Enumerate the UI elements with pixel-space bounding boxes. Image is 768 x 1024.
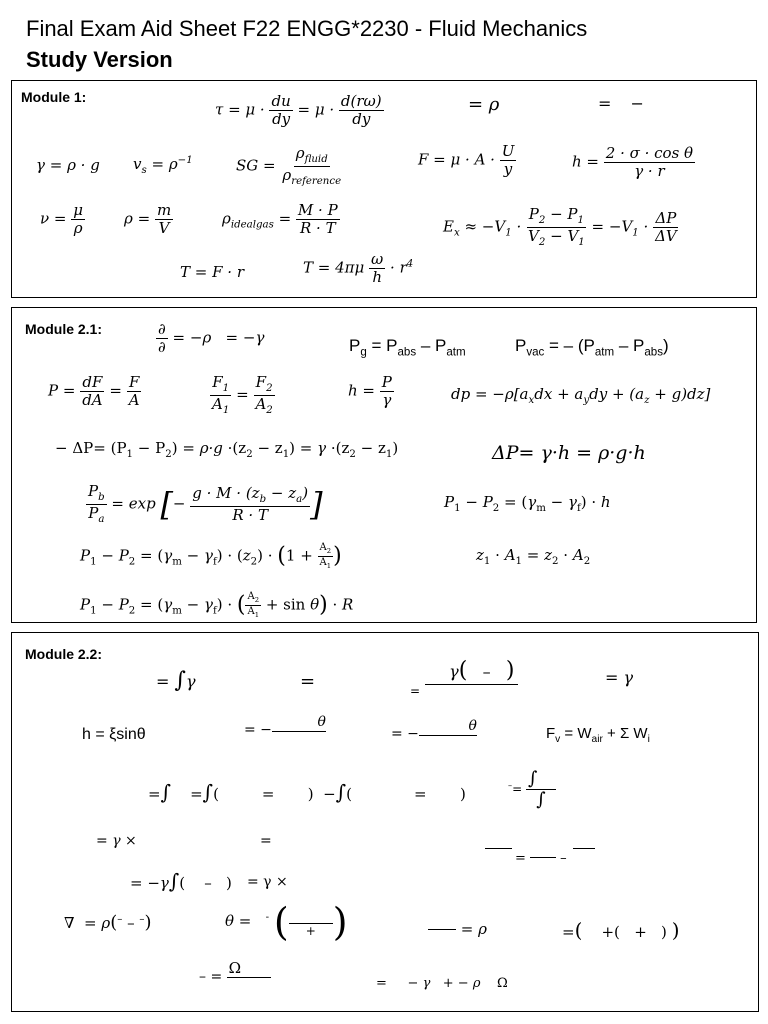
nabla-equation: ∇ = ρ(– – –) bbox=[64, 912, 152, 933]
paren-equation: =( +( + ) ) bbox=[562, 918, 680, 942]
fraction-bar-a bbox=[485, 848, 512, 849]
module-1-label: Module 1: bbox=[21, 89, 87, 105]
document-subtitle: Study Version bbox=[26, 47, 173, 72]
document-title: Final Exam Aid Sheet F22 ENGG*2230 - Fluid Mechanics bbox=[26, 16, 588, 41]
delta-p-chain-equation: − $\Delta P= (P_1 - P_2) = \rho\cdot g \cdot(z_2 - z_1) = \gamma \cdot(z_2 - z_1)$ bbox=[55, 439, 399, 460]
specific-volume-equation: $v_s = \rho^{-1}$ bbox=[133, 155, 193, 176]
omega-equation: – = Ω bbox=[199, 961, 271, 993]
kinematic-viscosity-equation: ν = $\frac{\mu}{\rho}$ bbox=[40, 201, 83, 237]
ratio-integral-equation: –= $\frac{\int}{\int}$ bbox=[508, 770, 556, 809]
manometer-area-equation: $P_1 - P_2 = (\gamma_m - \gamma_f) \cdot (z_2) \cdot (1$ + $\frac{A_2}{A_1}$ ) bbox=[80, 542, 342, 570]
torque-equation: T = F · r bbox=[180, 263, 244, 281]
vertical-force-equation: $F_v = W_{air} + \Sigma$ $W_i$ bbox=[546, 725, 650, 745]
barometric-equation: $\frac{P_b}{P_a}$ = exp [− $\frac{g \cdot M \cdot (z_b - z_a)}{R \cdot T}$ ] bbox=[88, 482, 323, 526]
centroid-equation-a: = − θ bbox=[244, 714, 326, 738]
eq-blank-a: = bbox=[300, 671, 316, 692]
gamma-fraction-equation: $_=$ γ( – ) bbox=[410, 660, 518, 697]
fraction-minus-equation: = – bbox=[515, 851, 567, 866]
manometer-simple-equation: $P_1 - P_2 = (\gamma_m - \gamma_f) \cdot h$ bbox=[444, 493, 611, 514]
viscous-force-equation: F = μ · A · $\frac{U}{y}$ bbox=[418, 142, 515, 178]
integrals-equation: =∫ =∫( = ) −∫( = ) bbox=[148, 780, 466, 804]
gamma-times-equation: = γ × bbox=[96, 833, 137, 849]
eq-rho-partial: = ρ bbox=[468, 94, 500, 115]
pressure-gradient-equation: dp = $-\rho[a_xdx + a_ydy + (a_z + g)dz]$ bbox=[451, 385, 711, 406]
capillary-rise-equation: h = $\frac{\text{2 · σ · cos θ}}{\gamma \cdot r}$ bbox=[572, 144, 694, 180]
bernoulli-rotating-equation: = − γ + − ρ Ω bbox=[376, 976, 508, 991]
gauge-pressure-equation: $P_g = P_{abs} - P_{atm}$ bbox=[349, 336, 466, 359]
pressure-head-equation: h = $\frac{P}{\gamma}$ bbox=[348, 373, 392, 409]
eq-dash-partial: = − bbox=[598, 94, 644, 113]
specific-weight-equation: γ = ρ · g bbox=[36, 156, 100, 174]
neg-gamma-integral-equation: = −γ∫( – ) bbox=[130, 869, 232, 893]
specific-gravity-equation: SG = $\frac{\rho_{fluid}}{\rho_{reference}}$ bbox=[236, 144, 342, 188]
bulk-modulus-equation: $E_x \approx -V_1$ · $\frac{P_2 - P_1}{V_2 - V_1}$ = $-V_1$ · $\frac{\Delta P}{\Delta V}$ bbox=[443, 205, 677, 249]
shear-stress-equation: τ = μ · $\frac{du}{dy}$ = μ · $\frac{d(r\omega)}{dy}$ bbox=[215, 92, 382, 128]
ideal-gas-density-equation: $\rho_{idealgas}$ = $\frac{M \cdot P}{R \cdot T}$ bbox=[222, 201, 338, 237]
density-equation: ρ = $\frac{m}{V}$ bbox=[124, 201, 172, 237]
module-2-1-label: Module 2.1: bbox=[25, 321, 103, 337]
hydraulic-press-equation: $\frac{F_1}{A_1}$ = $\frac{F_2}{A_2}$ bbox=[212, 373, 273, 417]
eq-gamma: = γ bbox=[605, 668, 634, 687]
module-2-2-box bbox=[11, 632, 759, 1012]
gamma-times-equation-b: = γ × bbox=[247, 874, 288, 890]
centroid-equation-b: = − θ bbox=[391, 718, 477, 742]
fraction-bar-b bbox=[573, 848, 595, 849]
vacuum-pressure-equation: $P_{vac}$ = – $(P_{atm} - P_{abs})$ bbox=[515, 336, 669, 359]
hydrostatic-equation: $\frac{\partial}{\partial}$ = −ρ = −γ bbox=[158, 320, 265, 356]
eq-alone: = bbox=[260, 833, 272, 849]
force-integral-equation: = ∫γ bbox=[156, 668, 196, 693]
torque-disc-equation: T = 4πμ $\frac{\omega}{h}$ · $r^4$ bbox=[303, 250, 414, 286]
delta-p-simple-equation: ΔP= γ·h = ρ·g·h bbox=[492, 442, 646, 464]
pressure-definition-equation: P = $\frac{dF}{dA}$ = $\frac{F}{A}$ bbox=[48, 373, 140, 409]
module-2-2-label: Module 2.2: bbox=[25, 646, 103, 662]
h-xi-sin-theta-equation: h = ξsinθ bbox=[82, 726, 146, 743]
theta-equation: θ = - ( + ) bbox=[225, 900, 348, 944]
manometer-incline-equation: $P_1 - P_2 = (\gamma_m - \gamma_f)$ · ( $\frac{A_2}{A_1}$ + sin θ) · R bbox=[80, 591, 354, 619]
rho-equation: = ρ bbox=[428, 922, 487, 937]
continuity-equation: $z_1 \cdot A_1 = z_2 \cdot A_2$ bbox=[476, 546, 591, 567]
